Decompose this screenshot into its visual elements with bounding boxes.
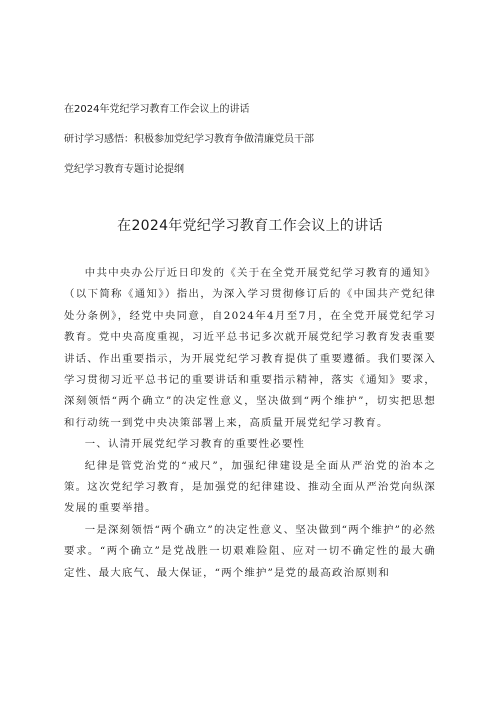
section-heading: 一、认清开展党纪学习教育的重要性必要性: [84, 438, 306, 451]
body-paragraph: 一是深刻领悟“两个确立”的决定性意义、坚决做到“两个维护”的必然要求。“两个确立”是党战胜一切艰难险阻、应对一切不确定性的最大确定性、最大底气、最大保证，“两个维护”是党的最高政治原则和: [64, 523, 436, 579]
document-body: [64, 263, 436, 584]
related-article-link[interactable]: 在2024年党纪学习教育工作会议上的讲话: [64, 104, 250, 115]
body-paragraph: 中共中央办公厅近日印发的《关于在全党开展党纪学习教育的通知》（以下简称《通知》）指出，为深入学习贯彻修订后的《中国共产党纪律处分条例》，经党中央同意，自2024年4月至7月，在全党开展党纪学习教育。党中央高度重视，习近平总书记多次就开展党纪学习教育发表重要讲话、作出重要指示，为开展党纪学习教育提供了重要遵循。我们要深入学习贯彻习近平总书记的重要讲话和重要指示精神，落实《通知》要求，深刻领悟“两个确立”的决定性意义，坚决做到“两个维护”，切实把思想和行动统一到党中央决策部署上来，高质量开展党纪学习教育。: [64, 267, 436, 429]
related-articles-list: [64, 103, 464, 177]
related-article-link[interactable]: 研讨学习感悟：积极参加党纪学习教育争做清廉党员干部: [64, 134, 314, 145]
body-paragraph: 纪律是管党治党的“戒尺”，加强纪律建设是全面从严治党的治本之策。这次党纪学习教育，是加强党的纪律建设、推动全面从严治党向纵深发展的重要举措。: [64, 459, 436, 515]
related-article-link[interactable]: 党纪学习教育专题讨论提纲: [64, 164, 184, 175]
document-title: 在2024年党纪学习教育工作会议上的讲话: [117, 218, 383, 234]
